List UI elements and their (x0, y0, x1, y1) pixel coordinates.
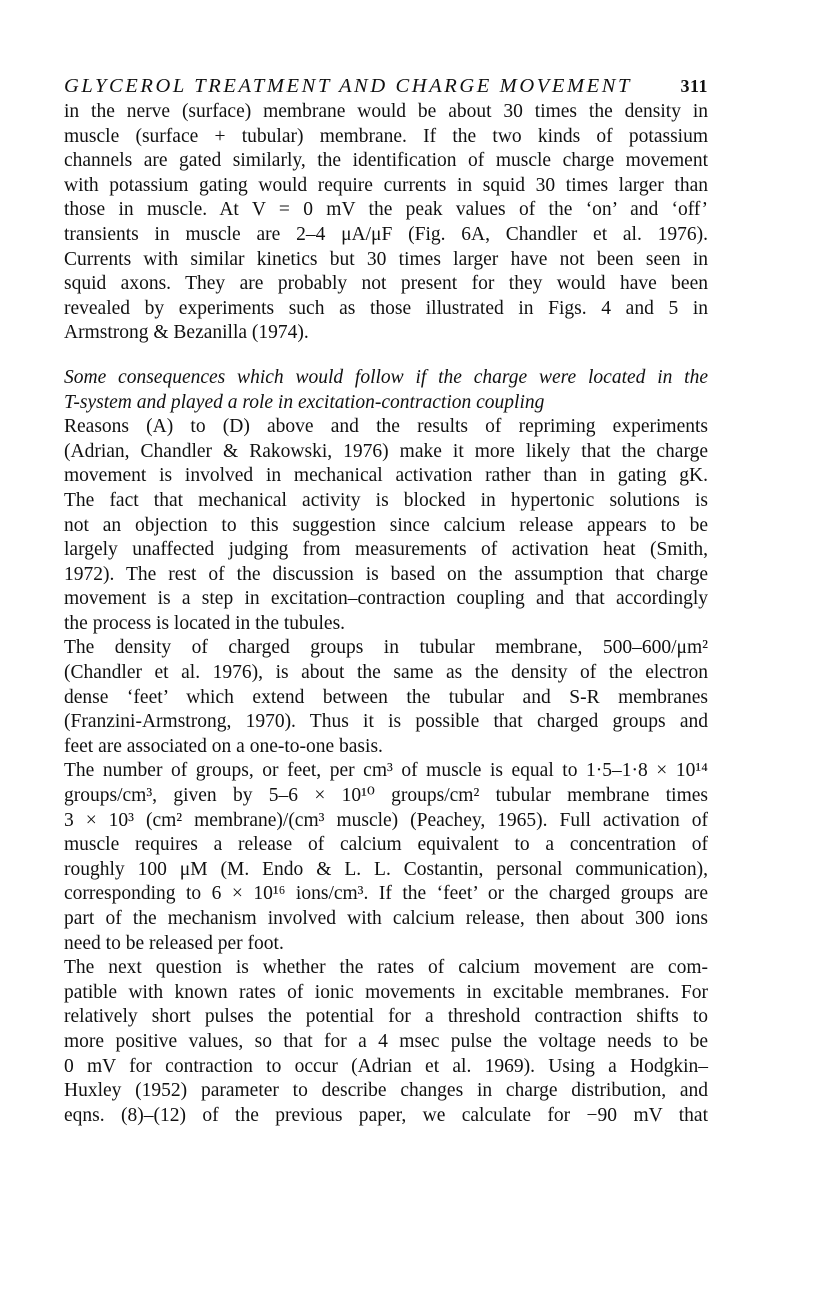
paragraph-number-of-groups (64, 759, 708, 956)
text-line: The density of charged groups in tubular membrane, 500–600/μm² (64, 637, 708, 659)
section-heading-line: Some consequences which would follow if the charge were located in the (64, 366, 708, 388)
running-head (64, 72, 708, 100)
text-line: movement is a step in excitation–contraction coupling and that accordingly (64, 588, 708, 610)
paragraph-nerve-density (64, 100, 708, 346)
text-line: (Chandler et al. 1976), is about the same as the density of the electron (64, 662, 708, 684)
text-line: roughly 100 μM (M. Endo & L. L. Costantin, personal communication), (64, 858, 708, 880)
text-line: not an objection to this suggestion since calcium release appears to be (64, 514, 708, 536)
text-line: (Franzini-Armstrong, 1970). Thus it is possible that charged groups and (64, 711, 708, 733)
text-line: muscle (surface + tubular) membrane. If the two kinds of potassium (64, 125, 708, 147)
text-line: transients in muscle are 2–4 μA/μF (Fig. 6A, Chandler et al. 1976). (64, 223, 708, 245)
text-line: 1972). The rest of the discussion is based on the assumption that charge (64, 563, 708, 585)
page-number: 311 (680, 76, 708, 96)
text-line: squid axons. They are probably not present for they would have been (64, 273, 708, 295)
text-line: with potassium gating would require currents in squid 30 times larger than (64, 174, 708, 196)
text-line: Reasons (A) to (D) above and the results of repriming experiments (64, 416, 708, 438)
text-line: (Adrian, Chandler & Rakowski, 1976) make it more likely that the charge (64, 440, 708, 462)
text-line: The fact that mechanical activity is blocked in hypertonic solutions is (64, 489, 708, 511)
text-line: The number of groups, or feet, per cm³ of muscle is equal to 1·5–1·8 × 10¹⁴ (64, 760, 708, 782)
text-line: patible with known rates of ionic movements in excitable membranes. For (64, 981, 708, 1003)
text-line: groups/cm³, given by 5–6 × 10¹⁰ groups/cm² tubular membrane times (64, 785, 708, 807)
text-line: those in muscle. At V = 0 mV the peak values of the ‘on’ and ‘off’ (64, 199, 708, 221)
text-line: revealed by experiments such as those illustrated in Figs. 4 and 5 in (64, 297, 708, 319)
paragraph-density (64, 636, 708, 759)
text-line: movement is involved in mechanical activation rather than in gating gK. (64, 465, 708, 487)
text-line: part of the mechanism involved with calcium release, then about 300 ions (64, 908, 708, 929)
page (64, 72, 708, 1128)
text-line: more positive values, so that for a 4 msec pulse the voltage needs to be (64, 1030, 708, 1052)
text-line: largely unaffected judging from measurements of activation heat (Smith, (64, 539, 708, 561)
text-line: channels are gated similarly, the identification of muscle charge movement (64, 150, 708, 172)
paragraph-reasons (64, 415, 708, 636)
text-line: Armstrong & Bezanilla (1974). (64, 322, 309, 344)
paragraph-rates (64, 956, 708, 1128)
text-line: muscle requires a release of calcium equivalent to a concentration of (64, 834, 708, 856)
text-line: the process is located in the tubules. (64, 612, 346, 634)
section-heading (64, 366, 708, 415)
text-line: in the nerve (surface) membrane would be about 30 times the density in (64, 101, 708, 122)
text-line: Currents with similar kinetics but 30 times larger have not been seen in (64, 248, 708, 270)
text-line: corresponding to 6 × 10¹⁶ ions/cm³. If the ‘feet’ or the charged groups are (64, 883, 708, 905)
text-line: eqns. (8)–(12) of the previous paper, we calculate for −90 mV that (64, 1104, 708, 1126)
text-line: The next question is whether the rates of calcium movement are com- (64, 957, 708, 979)
text-line: feet are associated on a one-to-one basis. (64, 735, 383, 757)
text-line: 3 × 10³ (cm² membrane)/(cm³ muscle) (Peachey, 1965). Full activation of (64, 809, 708, 831)
text-line: need to be released per foot. (64, 932, 284, 954)
text-line: relatively short pulses the potential for a threshold contraction shifts to (64, 1006, 708, 1028)
text-line: 0 mV for contraction to occur (Adrian et al. 1969). Using a Hodgkin– (64, 1055, 708, 1077)
section-heading-line: T-system and played a role in excitation-contraction coupling (64, 391, 545, 413)
text-line: dense ‘feet’ which extend between the tubular and S-R membranes (64, 686, 708, 708)
text-line: Huxley (1952) parameter to describe changes in charge distribution, and (64, 1080, 708, 1102)
running-title: GLYCEROL TREATMENT AND CHARGE MOVEMENT (64, 75, 633, 97)
